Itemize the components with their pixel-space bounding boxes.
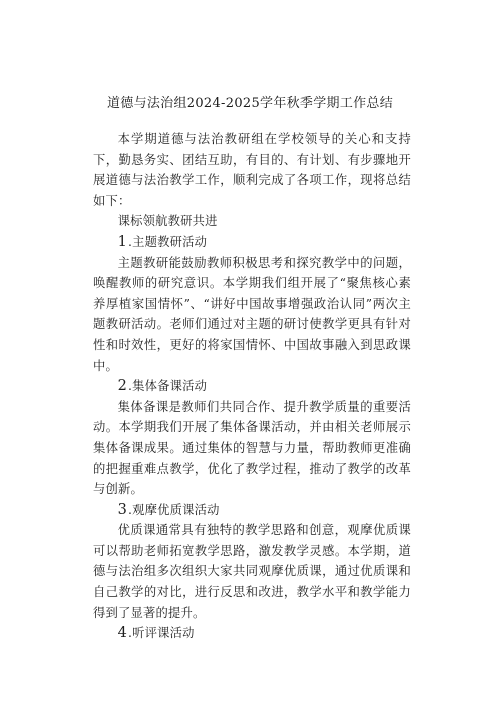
section-heading: 课标领航教研共进 bbox=[117, 214, 218, 229]
intro-paragraph: 本学期道德与法治教研组在学校领导的关心和支持下，勤恳务实、团结互助，有目的、有计划、有步骤地开展道德与法治教学工作，顺利完成了各项工作，现将总结如下： bbox=[93, 132, 411, 208]
document-body bbox=[93, 126, 411, 644]
item-heading-text: .观摩优质课活动 bbox=[128, 502, 220, 517]
item-heading-4 bbox=[93, 623, 411, 644]
item-heading-2 bbox=[93, 376, 411, 397]
item-body-2: 集体备课是教师们共同合作、提升教学质量的重要活动。本学期我们开展了集体备课活动，并由相关老师展示集体备课成果。通过集体的智慧与力量，帮助教师更准确的把握重难点教学，优化了教学过程，推动了教学的改革与创新。 bbox=[93, 399, 411, 497]
item-number: 3 bbox=[117, 501, 128, 518]
item-body-1: 主题教研能鼓励教师积极思考和探究教学中的问题，唤醒教师的研究意识。本学期我们组开展了“聚焦核心素养厚植家国情怀”、“讲好中国故事增强政治认同”两次主题教研活动。老师们通过对主题的研讨使教学更具有针对性和时效性，更好的将家国情怀、中国故事融入到思政课中。 bbox=[93, 255, 411, 373]
item-number: 2 bbox=[117, 378, 128, 395]
item-number: 4 bbox=[117, 625, 128, 642]
item-heading-text: .主题教研活动 bbox=[128, 234, 208, 249]
document-title: 道德与法治组2024-2025学年秋季学期工作总结 bbox=[106, 96, 394, 111]
item-heading-text: .集体备课活动 bbox=[128, 379, 208, 394]
item-heading-1 bbox=[93, 232, 411, 253]
item-heading-3 bbox=[93, 500, 411, 521]
item-heading-text: .听评课活动 bbox=[128, 626, 195, 641]
item-number: 1 bbox=[117, 233, 128, 250]
item-body-3: 优质课通常具有独特的教学思路和创意，观摩优质课可以帮助老师拓宽教学思路，激发教学灵感。本学期，道德与法治组多次组织大家共同观摩优质课，通过优质课和自己教学的对比，进行反思和改进，教学水平和教学能力得到了显著的提升。 bbox=[93, 523, 411, 620]
